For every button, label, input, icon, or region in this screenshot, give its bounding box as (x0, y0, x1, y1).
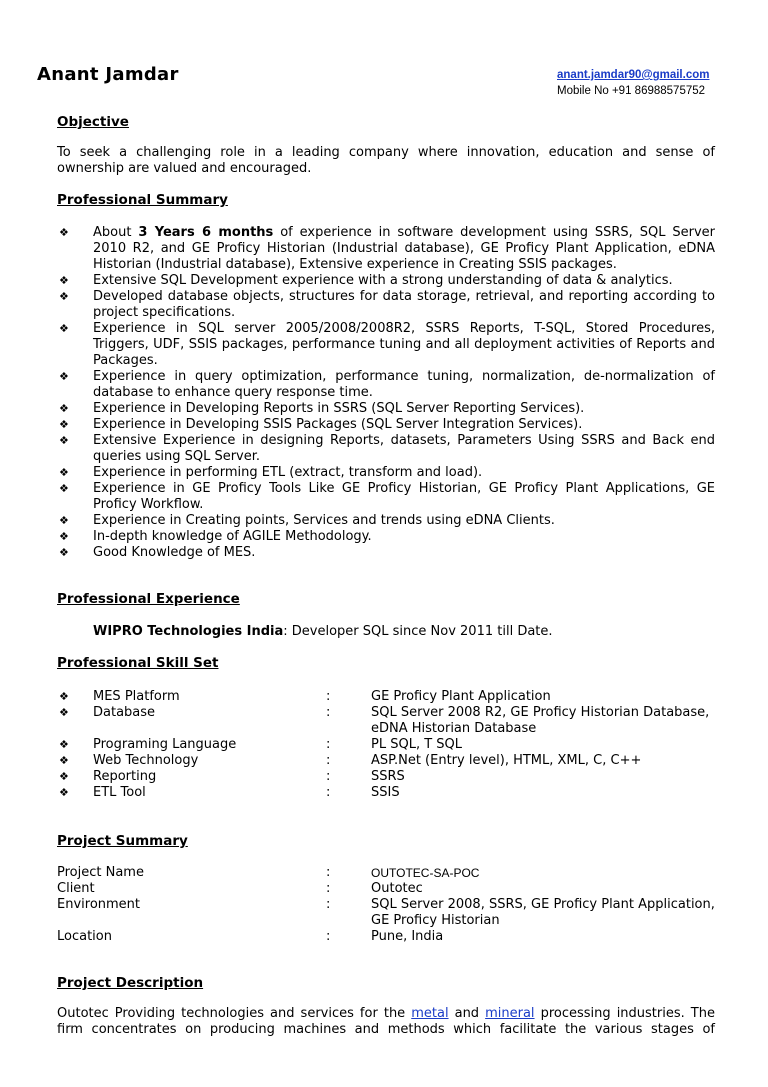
diamond-bullet-icon: ❖ (59, 482, 69, 495)
list-item: ❖ Extensive SQL Development experience with a strong understanding of data & analytics. (59, 273, 673, 288)
contact-block (557, 67, 709, 99)
skill-row (57, 689, 722, 705)
project-field-value: OUTOTEC-SA-POC (371, 866, 480, 880)
list-item: ❖ Good Knowledge of MES. (59, 545, 256, 560)
separator-colon: : (326, 897, 331, 912)
list-item: ❖ Extensive Experience in designing Reports, datasets, Parameters Using SSRS and Back end queries using SQL Server. (59, 433, 715, 464)
list-item: ❖ Experience in query optimization, performance tuning, normalization, de-normalization of database to enhance query response time. (59, 369, 715, 400)
list-item: ❖ Experience in GE Proficy Tools Like GE Proficy Historian, GE Proficy Plant Applications, GE Proficy Workflow. (59, 481, 715, 512)
diamond-bullet-icon: ❖ (59, 546, 69, 559)
project-field-value: Pune, India (371, 929, 444, 944)
skill-value: SQL Server 2008 R2, GE Proficy Historian Database, eDNA Historian Database (371, 705, 710, 736)
project-row (57, 897, 722, 929)
skills-table (57, 689, 722, 801)
separator-colon: : (326, 753, 331, 768)
diamond-bullet-icon: ❖ (59, 754, 69, 767)
separator-colon: : (326, 689, 331, 704)
project-field-label: Location (57, 929, 112, 944)
diamond-bullet-icon: ❖ (59, 514, 69, 527)
diamond-bullet-icon: ❖ (59, 738, 69, 751)
experience-entry (93, 624, 553, 639)
list-item: ❖ In-depth knowledge of AGILE Methodology. (59, 529, 372, 544)
list-item: ❖ Experience in Creating points, Services and trends using eDNA Clients. (59, 513, 555, 528)
skill-value: SSIS (371, 785, 400, 800)
skill-label: Reporting (93, 769, 157, 784)
project-field-value: Outotec (371, 881, 423, 896)
diamond-bullet-icon: ❖ (59, 418, 69, 431)
mineral-link[interactable]: mineral (485, 1006, 535, 1021)
separator-colon: : (326, 881, 331, 896)
skill-label: Programing Language (93, 737, 237, 752)
diamond-bullet-icon: ❖ (59, 770, 69, 783)
skill-label: Web Technology (93, 753, 199, 768)
skill-label: ETL Tool (93, 785, 146, 800)
project-description-heading: Project Description (57, 975, 204, 991)
company-name: WIPRO Technologies India (93, 624, 284, 639)
summary-list (57, 225, 715, 561)
list-item: ❖ Experience in Developing Reports in SSRS (SQL Server Reporting Services). (59, 401, 585, 416)
diamond-bullet-icon: ❖ (59, 226, 69, 239)
separator-colon: : (326, 769, 331, 784)
list-item: ❖ Experience in SQL server 2005/2008/2008R2, SSRS Reports, T-SQL, Stored Procedures, Triggers, UDF, SSIS packages, performance tuning and all deployment activities of Reports and Packages. (59, 321, 715, 368)
skills-heading: Professional Skill Set (57, 655, 219, 671)
diamond-bullet-icon: ❖ (59, 434, 69, 447)
role-detail: : Developer SQL since Nov 2011 till Date. (283, 624, 553, 639)
skill-row (57, 705, 722, 737)
diamond-bullet-icon: ❖ (59, 290, 69, 303)
diamond-bullet-icon: ❖ (59, 322, 69, 335)
separator-colon: : (326, 737, 331, 752)
objective-heading: Objective (57, 114, 129, 130)
project-field-label: Project Name (57, 865, 144, 880)
project-summary-table (57, 865, 722, 945)
project-row (57, 881, 722, 897)
metal-link[interactable]: metal (411, 1006, 449, 1021)
skill-value: PL SQL, T SQL (371, 737, 463, 752)
skill-row (57, 753, 722, 769)
skill-value: GE Proficy Plant Application (371, 689, 551, 704)
diamond-bullet-icon: ❖ (59, 530, 69, 543)
skill-row (57, 785, 722, 801)
project-description-text: Outotec Providing technologies and services for the metal and mineral processing industries. The firm concentrates on producing machines and methods which facilitate the various stages of (57, 1006, 715, 1037)
diamond-bullet-icon: ❖ (59, 466, 69, 479)
list-item: ❖ Experience in Developing SSIS Packages (SQL Server Integration Services). (59, 417, 583, 432)
email-link[interactable]: anant.jamdar90@gmail.com (557, 69, 710, 81)
project-row (57, 865, 722, 881)
project-field-label: Client (57, 881, 95, 896)
diamond-bullet-icon: ❖ (59, 706, 69, 719)
separator-colon: : (326, 865, 331, 880)
project-field-label: Environment (57, 897, 141, 912)
candidate-name: Anant Jamdar (37, 64, 179, 85)
list-item: ❖ About 3 Years 6 months of experience in software development using SSRS, SQL Server 2010 R2, and GE Proficy Historian (Industrial database), GE Proficy Plant Application, eDNA Historian (Industrial database), Extensive experience in Creating SSIS packages. (59, 225, 715, 272)
skill-row (57, 737, 722, 753)
objective-text: To seek a challenging role in a leading company where innovation, education and sense of ownership are valued and encouraged. (57, 145, 715, 176)
skill-label: Database (93, 705, 156, 720)
separator-colon: : (326, 705, 331, 720)
diamond-bullet-icon: ❖ (59, 274, 69, 287)
list-item: ❖ Experience in performing ETL (extract, transform and load). (59, 465, 483, 480)
summary-heading: Professional Summary (57, 192, 228, 208)
skill-value: SSRS (371, 769, 405, 784)
project-row (57, 929, 722, 945)
project-summary-heading: Project Summary (57, 833, 188, 849)
project-field-value: SQL Server 2008, SSRS, GE Proficy Plant Application, GE Proficy Historian (371, 897, 715, 928)
experience-heading: Professional Experience (57, 591, 240, 607)
diamond-bullet-icon: ❖ (59, 370, 69, 383)
skill-row (57, 769, 722, 785)
skill-value: ASP.Net (Entry level), HTML, XML, C, C++ (371, 753, 642, 768)
skill-label: MES Platform (93, 689, 180, 704)
list-item: ❖ Developed database objects, structures for data storage, retrieval, and reporting according to project specifications. (59, 289, 715, 320)
separator-colon: : (326, 929, 331, 944)
separator-colon: : (326, 785, 331, 800)
mobile-number: Mobile No +91 86988575752 (557, 85, 706, 97)
diamond-bullet-icon: ❖ (59, 786, 69, 799)
diamond-bullet-icon: ❖ (59, 690, 69, 703)
diamond-bullet-icon: ❖ (59, 402, 69, 415)
